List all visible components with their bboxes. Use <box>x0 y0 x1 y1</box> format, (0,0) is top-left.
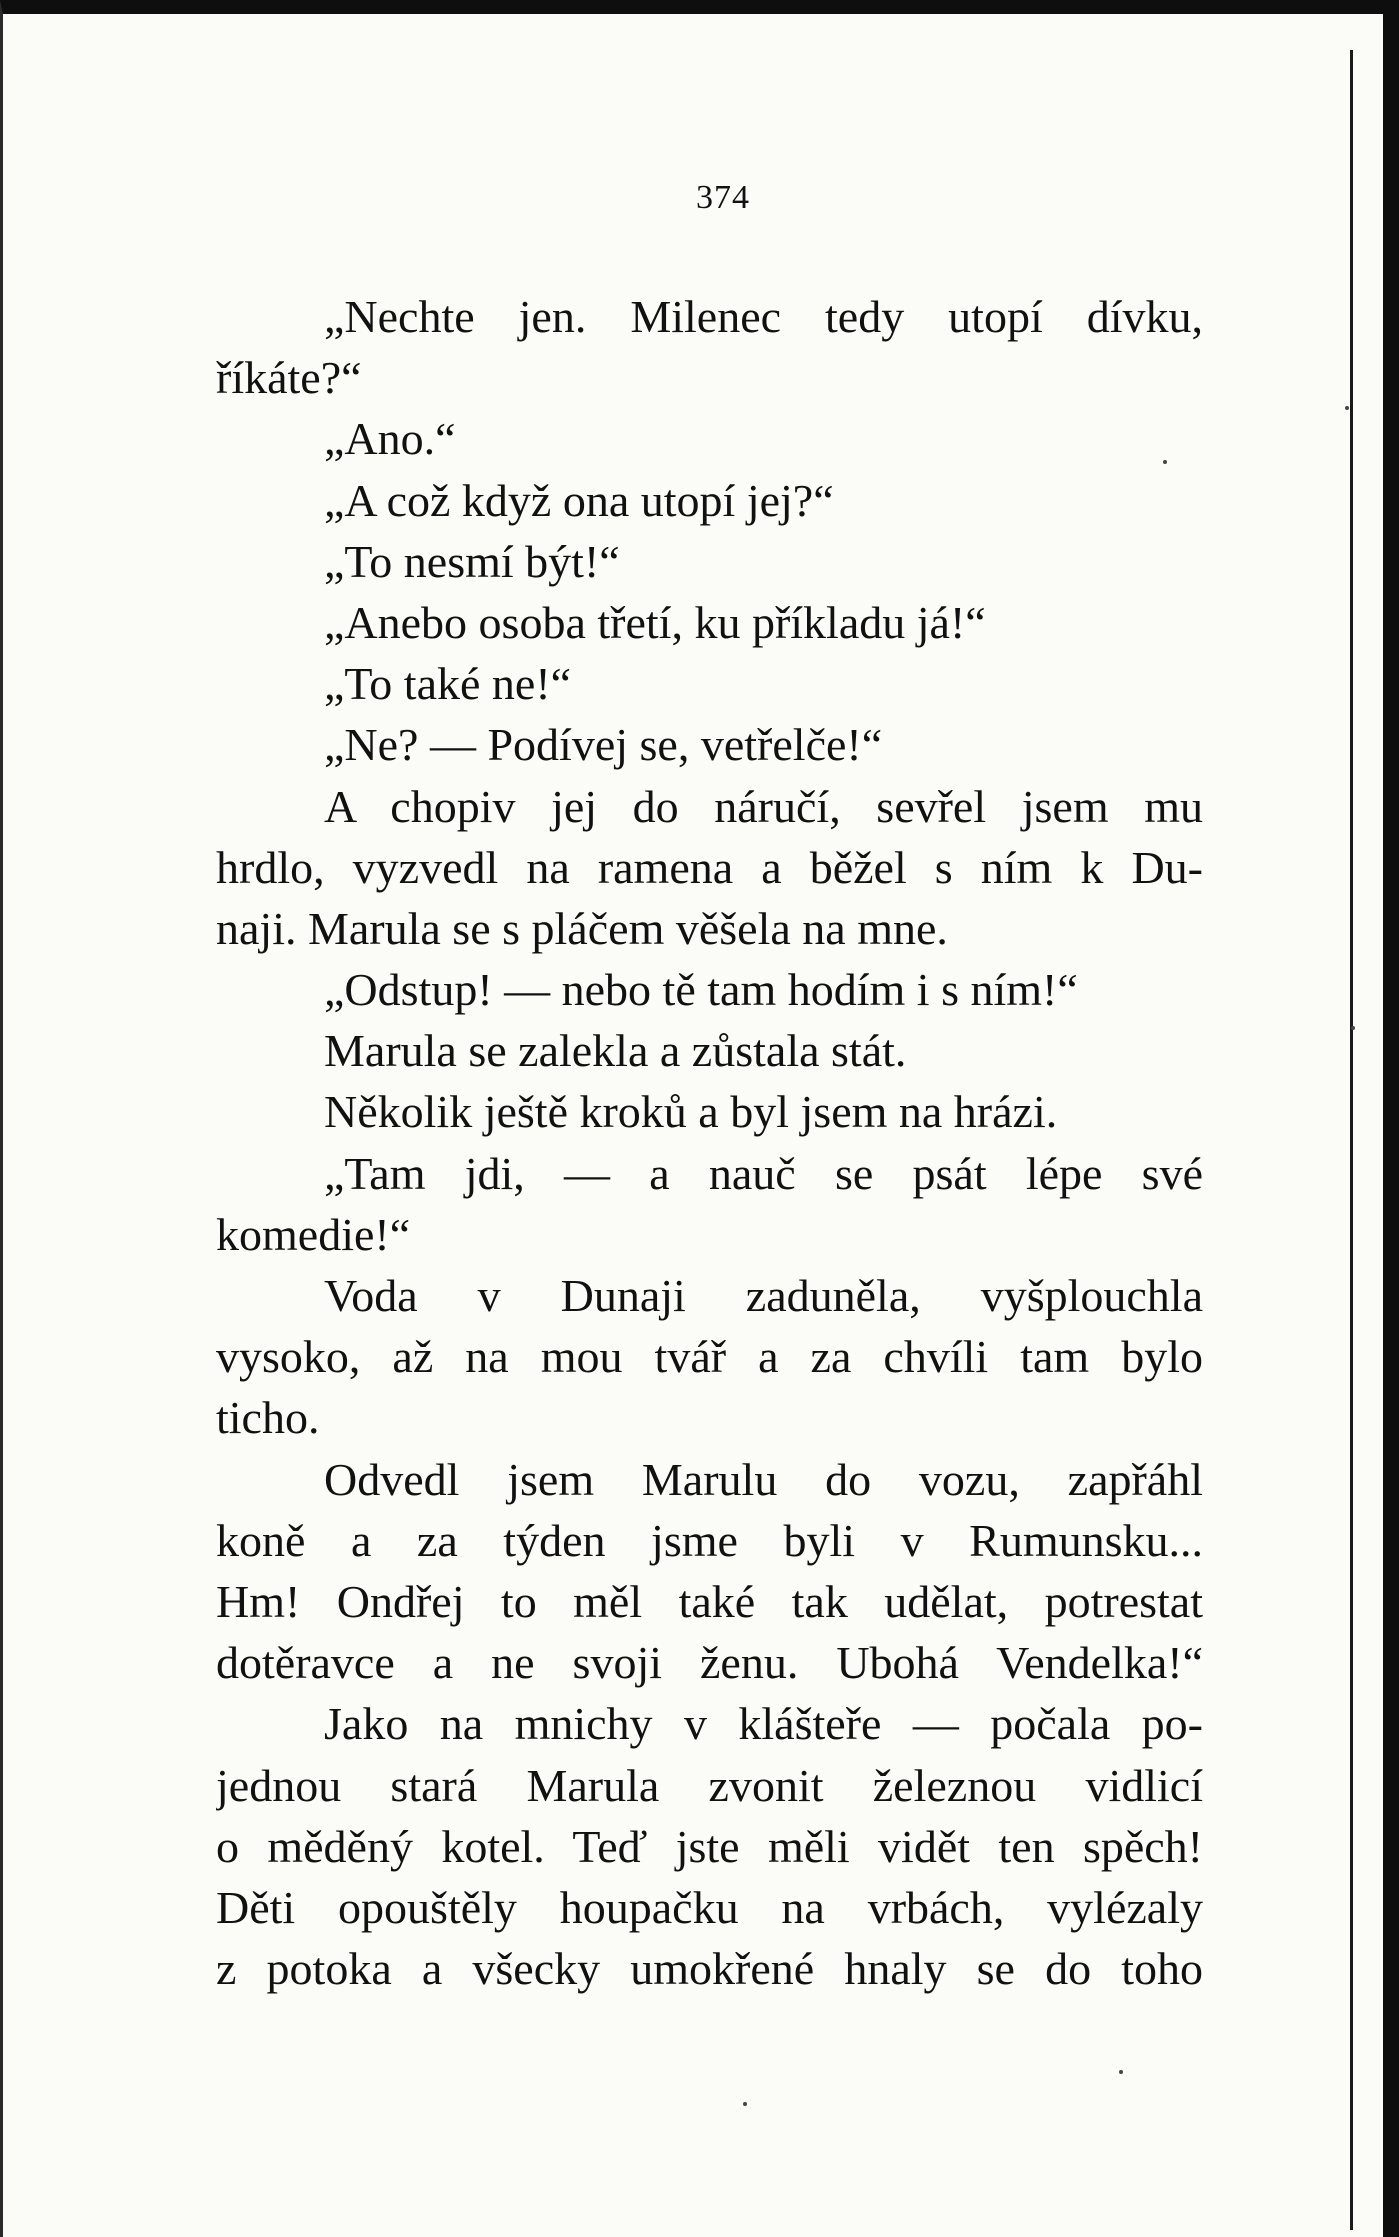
page-edge-rule <box>1350 50 1353 2230</box>
text-line: „Nechte jen. Milenec tedy utopí dívku, <box>324 291 1203 342</box>
text-line: o měděný kotel. Teď jste měli vidět ten spěch! <box>216 1820 1203 1872</box>
ink-speck <box>1119 2070 1123 2074</box>
text-line: Děti opouštěly houpačku na vrbách, vylézaly <box>216 1881 1203 1933</box>
text-line: Hm! Ondřej to měl také tak udělat, potrestat <box>216 1575 1203 1627</box>
text-line: „Ne? — Podívej se, vetřelče!“ <box>324 719 883 771</box>
text-line: Několik ještě kroků a byl jsem na hrázi. <box>324 1086 1058 1138</box>
text-line: „A což když ona utopí jej?“ <box>324 474 834 526</box>
text-line: Odvedl jsem Marulu do vozu, zapřáhl <box>324 1453 1203 1505</box>
text-line: „Ano.“ <box>324 413 456 465</box>
text-line: koně a za týden jsme byli v Rumunsku... <box>216 1514 1203 1566</box>
body-text <box>216 286 1203 1999</box>
ink-speck <box>743 2102 747 2106</box>
text-line: vysoko, až na mou tvář a za chvíli tam bylo <box>216 1331 1203 1383</box>
text-line: hrdlo, vyzvedl na ramena a běžel s ním k Du- <box>216 841 1203 893</box>
text-line: Marula se zalekla a zůstala stát. <box>324 1025 907 1077</box>
text-line: A chopiv jej do náručí, sevřel jsem mu <box>324 780 1203 832</box>
text-line: komedie!“ <box>216 1208 411 1260</box>
ink-speck <box>1345 406 1349 410</box>
text-line: „Tam jdi, — a nauč se psát lépe své <box>324 1147 1203 1199</box>
text-line: ticho. <box>216 1392 320 1444</box>
text-line: „Anebo osoba třetí, ku příkladu já!“ <box>324 596 986 648</box>
text-line: dotěravce a ne svoji ženu. Ubohá Vendelka!“ <box>216 1637 1203 1689</box>
text-line: jednou stará Marula zvonit železnou vidlicí <box>216 1759 1203 1811</box>
text-line: Jako na mnichy v klášteře — počala po- <box>324 1698 1203 1750</box>
text-line: naji. Marula se s pláčem věšela na mne. <box>216 902 948 954</box>
text-line: říkáte?“ <box>216 352 362 404</box>
text-line: „Odstup! — nebo tě tam hodím i s ním!“ <box>324 964 1078 1016</box>
ink-speck <box>1351 1026 1355 1030</box>
text-line: z potoka a všecky umokřené hnaly se do toho <box>216 1943 1203 1995</box>
text-line: Voda v Dunaji zaduněla, vyšplouchla <box>324 1270 1203 1321</box>
text-line: „To nesmí být!“ <box>324 535 620 587</box>
text-line: „To také ne!“ <box>324 658 572 710</box>
page-number: 374 <box>696 179 750 216</box>
